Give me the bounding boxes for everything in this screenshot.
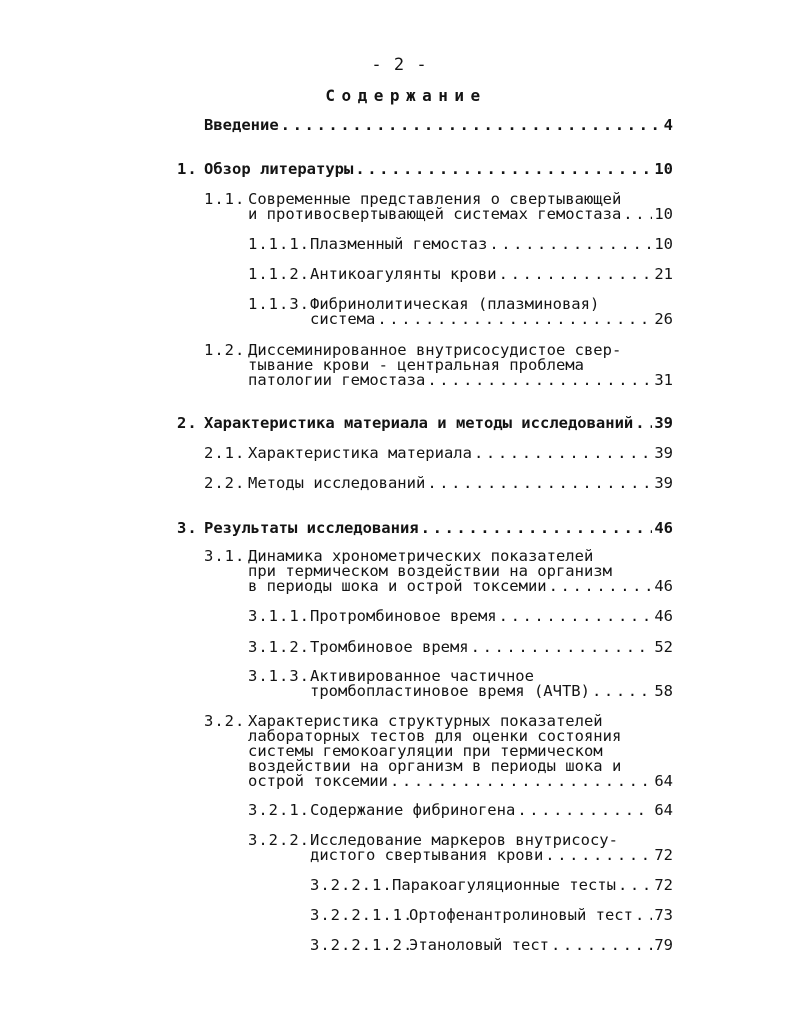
toc-entry-number: 1.1.2.	[248, 265, 310, 283]
dot-leader	[355, 162, 652, 177]
dot-leader	[549, 579, 653, 594]
page-title: Содержание	[325, 86, 487, 105]
toc-entry-number: 3.2.2.	[248, 831, 310, 849]
dot-leader	[377, 312, 652, 327]
toc-entry-number: 3.1.2.	[248, 638, 310, 656]
dot-leader	[421, 521, 653, 536]
toc-entry-text-line: Этаноловый тест	[409, 936, 549, 954]
toc-entry-text-line: в периоды шока и острой токсемии	[248, 577, 547, 595]
dot-leader	[489, 237, 652, 252]
toc-entry-page: 46	[654, 607, 673, 625]
toc-entry-page: 10	[654, 160, 673, 178]
toc-entry-page: 52	[654, 638, 673, 656]
toc-entry-text-line: Паракоагуляционные тесты	[392, 876, 616, 894]
toc-entry-text-line: Результаты исследования	[204, 519, 419, 537]
toc-entry-leader-row	[310, 803, 673, 818]
toc-entry-number: 1.	[177, 160, 198, 178]
toc-entry-leader-row	[248, 774, 673, 789]
toc-entry-leader-row	[310, 848, 673, 863]
toc-entry-number: 2.2.	[204, 474, 246, 492]
toc-entry-page: 31	[654, 371, 673, 389]
toc-entry-number: 3.1.3.	[248, 667, 310, 685]
toc-entry-page: 79	[654, 936, 673, 954]
toc-entry-number: 3.2.2.1.1.	[310, 906, 414, 924]
dot-leader	[635, 416, 652, 431]
toc-entry-text-line: и противосвертывающей системах гемостаза	[248, 205, 622, 223]
toc-entry-page: 39	[654, 474, 673, 492]
toc-entry-leader-row	[248, 579, 673, 594]
dot-leader	[551, 938, 652, 953]
dot-leader	[592, 684, 652, 699]
toc-entry-page: 10	[654, 235, 673, 253]
toc-entry-leader-row	[310, 312, 673, 327]
toc-entry-page: 73	[654, 906, 673, 924]
toc-entry-page: 46	[654, 577, 673, 595]
toc-entry-text-line: при термическом воздействии на организм	[248, 562, 612, 580]
toc-entry-number: 2.1.	[204, 444, 246, 462]
dot-leader	[390, 774, 652, 789]
toc-entry-text-line: тромбопластиновое время (АЧТВ)	[310, 682, 590, 700]
dot-leader	[635, 908, 652, 923]
dot-leader	[471, 640, 653, 655]
dot-leader	[474, 446, 652, 461]
toc-entry-text-line: системы гемокоагуляции при термическом	[248, 742, 603, 760]
toc-entry-leader-row	[248, 207, 673, 222]
dot-leader	[427, 373, 652, 388]
toc-entry-number: 3.1.1.	[248, 607, 310, 625]
toc-entry-leader-row	[310, 684, 673, 699]
toc-entry-number: 3.	[177, 519, 198, 537]
toc-entry-page: 72	[654, 876, 673, 894]
toc-entry-leader-row	[310, 237, 673, 252]
toc-entry-leader-row	[204, 521, 673, 536]
toc-entry-text-line: Характеристика структурных показателей	[248, 712, 603, 730]
toc-entry-text-line: Плазменный гемостаз	[310, 235, 488, 253]
toc-entry-text-line: тывание крови - центральная проблема	[248, 356, 584, 374]
toc-entry-number: 1.2.	[204, 341, 246, 359]
toc-entry-page: 10	[654, 205, 673, 223]
dot-leader	[545, 848, 652, 863]
toc-entry-page: 4	[663, 116, 673, 134]
toc-entry-text-line: Введение	[204, 116, 279, 134]
toc-entry-text-line: Ортофенантролиновый тест	[409, 906, 633, 924]
toc-entry-text-line: Протромбиновое время	[310, 607, 497, 625]
toc-entry-page: 64	[654, 772, 673, 790]
toc-entry-text-line: Диссеминированное внутрисосудистое свер-	[248, 341, 622, 359]
toc-entry-leader-row	[409, 938, 673, 953]
dot-leader	[517, 803, 652, 818]
toc-entry-text-line: Методы исследований	[248, 474, 426, 492]
toc-entry-leader-row	[310, 609, 673, 624]
toc-entry-text-line: Характеристика материала и методы исследований	[204, 414, 634, 432]
toc-entry-text-line: Обзор литературы	[204, 160, 354, 178]
toc-entry-leader-row	[204, 416, 673, 431]
toc-entry-number: 1.1.3.	[248, 295, 310, 313]
toc-entry-page: 58	[654, 682, 673, 700]
toc-entry-text-line: система	[310, 310, 376, 328]
toc-entry-text-line: Активированное частичное	[310, 667, 534, 685]
toc-entry-text-line: Современные представления о свертывающей	[248, 190, 622, 208]
toc-entry-page: 21	[654, 265, 673, 283]
toc-entry-number: 3.2.	[204, 712, 246, 730]
toc-entry-leader-row	[409, 908, 673, 923]
dot-leader	[427, 476, 652, 491]
toc-entry-number: 1.1.1.	[248, 235, 310, 253]
dot-leader	[499, 267, 653, 282]
toc-entry-text-line: Антикоагулянты крови	[310, 265, 497, 283]
toc-entry-text-line: Тромбиновое время	[310, 638, 469, 656]
toc-entry-text-line: лабораторных тестов для оценки состояния	[248, 727, 622, 745]
toc-entry-page: 39	[654, 444, 673, 462]
toc-entry-number: 1.1.	[204, 190, 246, 208]
toc-entry-leader-row	[310, 267, 673, 282]
toc-entry-leader-row	[248, 446, 673, 461]
toc-entry-text-line: патологии гемостаза	[248, 371, 426, 389]
toc-entry-number: 3.1.	[204, 547, 246, 565]
dot-leader	[281, 118, 662, 133]
page-number: - 2 -	[371, 55, 428, 75]
toc-entry-number: 2.	[177, 414, 198, 432]
toc-entry-text-line: дистого свертывания крови	[310, 846, 544, 864]
toc-entry-page: 39	[654, 414, 673, 432]
toc-entry-page: 26	[654, 310, 673, 328]
toc-entry-text-line: Динамика хронометрических показателей	[248, 547, 594, 565]
dot-leader	[618, 878, 652, 893]
toc-entry-leader-row	[310, 640, 673, 655]
toc-entry-number: 3.2.1.	[248, 801, 310, 819]
dot-leader	[623, 207, 652, 222]
toc-entry-leader-row	[248, 476, 673, 491]
toc-entry-text-line: Исследование маркеров внутрисосу-	[310, 831, 618, 849]
toc-entry-leader-row	[248, 373, 673, 388]
toc-entry-number: 3.2.2.1.2.	[310, 936, 414, 954]
dot-leader	[499, 609, 653, 624]
toc-entry-text-line: Фибринолитическая (плазминовая)	[310, 295, 600, 313]
toc-entry-text-line: острой токсемии	[248, 772, 388, 790]
toc-entry-page: 46	[654, 519, 673, 537]
toc-entry-page: 72	[654, 846, 673, 864]
toc-entry-leader-row	[392, 878, 673, 893]
toc-entry-text-line: воздействии на организм в периоды шока и	[248, 757, 622, 775]
toc-entry-leader-row	[204, 118, 673, 133]
toc-entry-page: 64	[654, 801, 673, 819]
toc-entry-leader-row	[204, 162, 673, 177]
toc-entry-number: 3.2.2.1.	[310, 876, 393, 894]
toc-entry-text-line: Характеристика материала	[248, 444, 472, 462]
toc-entry-text-line: Содержание фибриногена	[310, 801, 516, 819]
